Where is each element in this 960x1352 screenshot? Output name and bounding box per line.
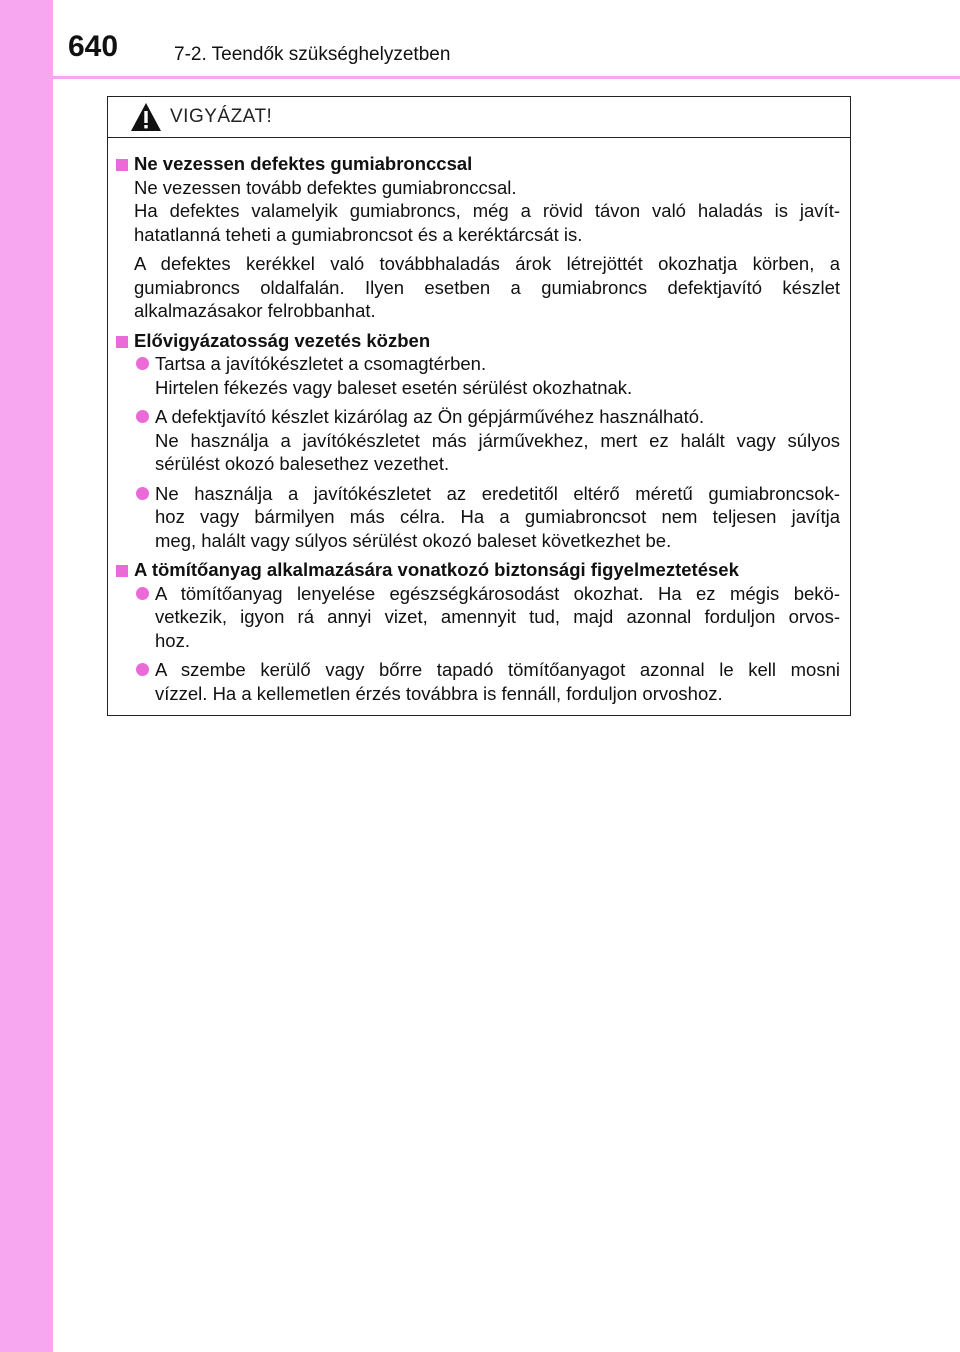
list-item: A defektjavító készlet kizárólag az Ön gépjárművéhez használható. Ne használja a javítókészletet más járművekhez, mert ez halált vagy súlyos sérülést okozó balesethez vezethet. (116, 405, 840, 476)
caution-box (107, 96, 851, 716)
circle-bullet-icon (136, 357, 149, 370)
circle-bullet-icon (136, 487, 149, 500)
page-number: 640 (68, 30, 119, 63)
caution-header (108, 97, 850, 138)
section-title: 7-2. Teendők szükséghelyzetben (174, 44, 451, 65)
paragraph: A defektes kerékkel való továbbhaladás árok létrejöttét okozhatja körben, a gumiabroncs oldalfalán. Ilyen esetben a gumiabroncs defektjavító készlet alkalmazásakor felrobbanhat. (134, 253, 840, 321)
paragraph: Ne vezessen tovább defektes gumiabronccsal. Ha defektes valamelyik gumiabroncs, még a rövid távon való haladás is javít- hatatlanná teheti a gumiabroncsot és a keréktárcsát is. (134, 176, 840, 245)
header-divider (53, 76, 960, 79)
list-item: Tartsa a javítókészletet a csomagtérben. Hirtelen fékezés vagy baleset esetén sérülést okozhatnak. (116, 352, 840, 399)
caution-title: VIGYÁZAT! (170, 106, 273, 127)
caution-body (108, 138, 850, 705)
square-bullet-icon (116, 336, 128, 348)
circle-bullet-icon (136, 663, 149, 676)
square-bullet-icon (116, 159, 128, 171)
square-bullet-icon (116, 565, 128, 577)
list-item: Ne használja a javítókészletet az eredetitől eltérő méretű gumiabroncsok- hoz vagy bármilyen más célra. Ha a gumiabroncsot nem teljesen javítja meg, halált vagy súlyos sérülést okozó baleset következhet be. (116, 482, 840, 553)
circle-bullet-icon (136, 587, 149, 600)
list-item: A tömítőanyag lenyelése egészségkárosodást okozhat. Ha ez mégis bekö- vetkezik, igyon rá annyi vizet, amennyit tud, majd azonnal forduljon orvos- hoz. (116, 582, 840, 653)
section-heading: Ne vezessen defektes gumiabronccsal (116, 152, 840, 176)
section-heading: A tömítőanyag alkalmazására vonatkozó biztonsági figyelmeztetések (116, 558, 840, 582)
list-item: A szembe kerülő vagy bőrre tapadó tömítőanyagot azonnal le kell mosni vízzel. Ha a kellemetlen érzés továbbra is fennáll, forduljon orvoshoz. (116, 658, 840, 705)
section-heading: Elővigyázatosság vezetés közben (116, 329, 840, 353)
side-tab (0, 0, 53, 1352)
circle-bullet-icon (136, 410, 149, 423)
warning-triangle-icon (130, 102, 162, 132)
